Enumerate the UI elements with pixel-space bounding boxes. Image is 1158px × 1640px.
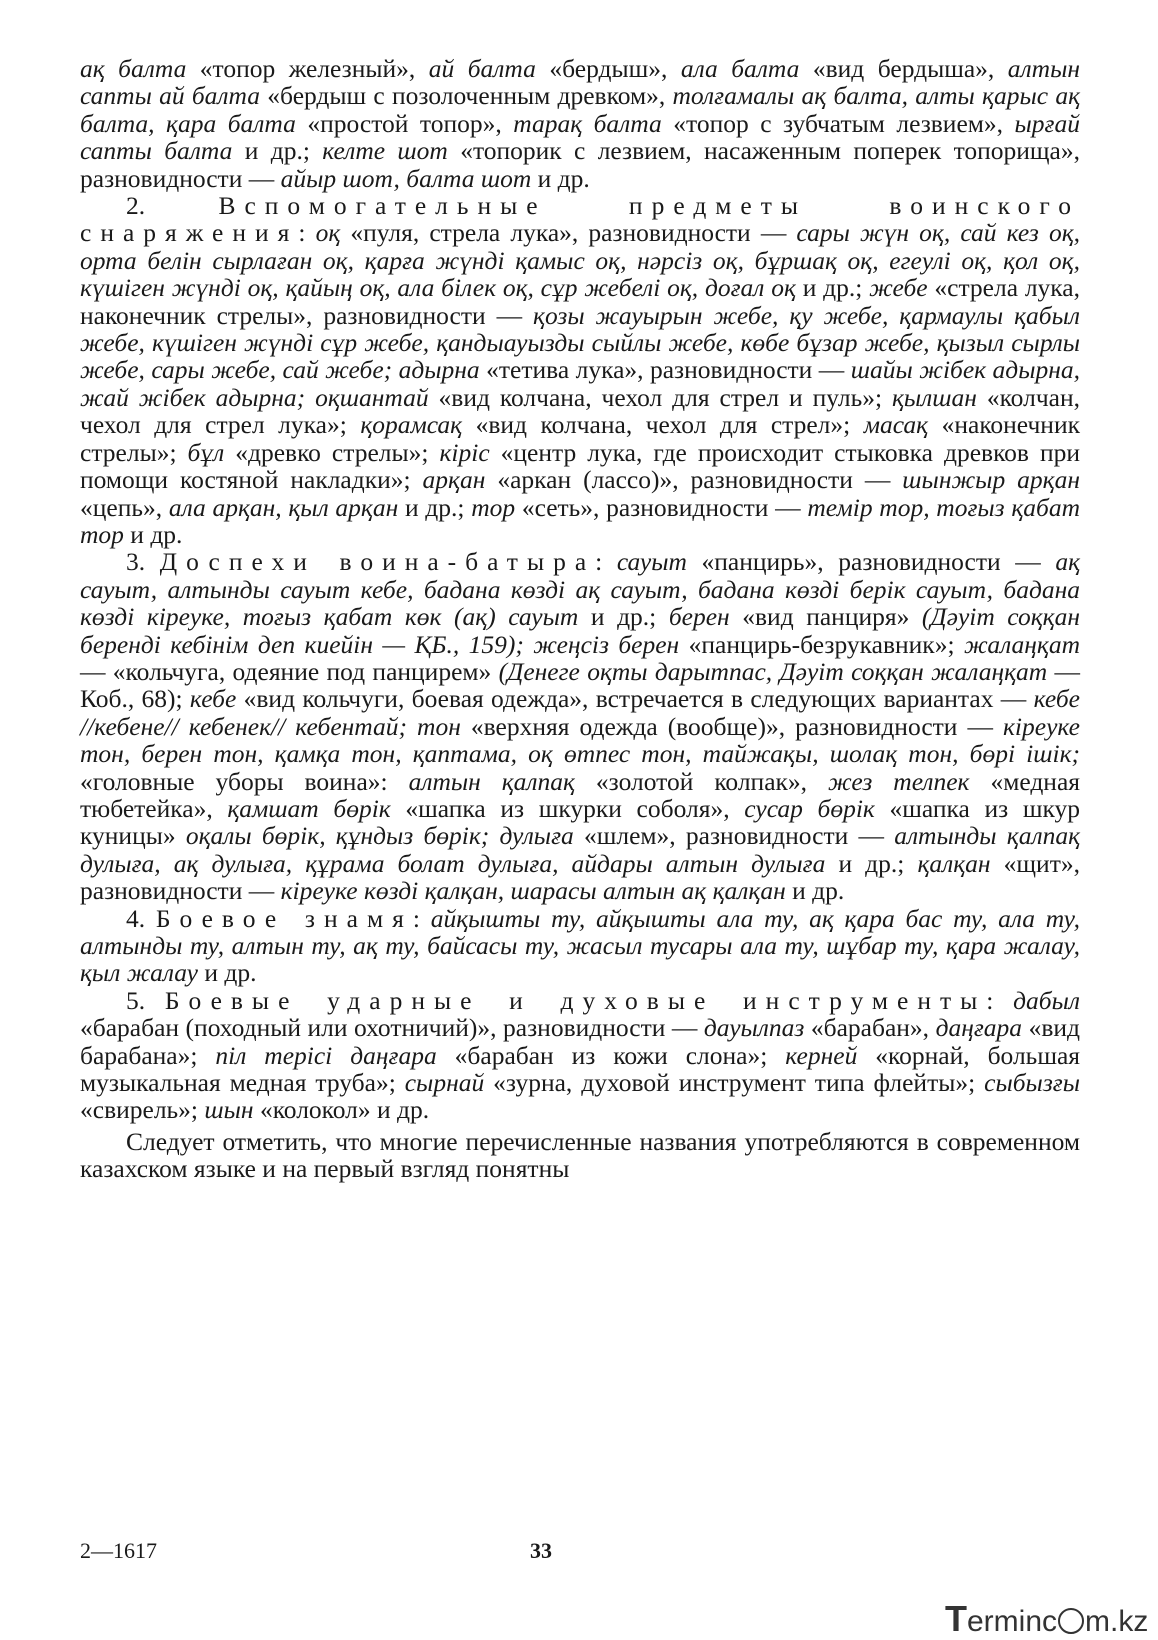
kazakh-term: айыр шот, балта шот (280, 163, 532, 193)
text-run: «вид бердыша», (799, 54, 1008, 83)
paragraph-4 (80, 905, 1080, 987)
kazakh-term: (Денеге оқты дарытпас, Дәуіт соққан жалаңқат (498, 656, 1048, 686)
text-run: «барабан (походный или охотничий)», разновидности — (80, 1013, 704, 1043)
text-run: «шапка из шкур куницы» (80, 793, 1080, 851)
text-run: 2. (126, 191, 219, 221)
kazakh-term: алтын сапты ай балта (80, 54, 1080, 111)
paragraph-3 (80, 548, 1080, 904)
text-run: «бердыш», (535, 54, 681, 83)
kazakh-term: ақ балта (80, 54, 187, 83)
text-run: «простой топор», (295, 108, 514, 138)
text-run: «медная тюбетейка», (80, 766, 1080, 823)
kazakh-term: кіріс (439, 437, 490, 467)
text-run: «стрела лука, наконечник стрелы», разновидности — (80, 273, 1080, 330)
text-run: — «кольчуга, одеяние под панцирем» (80, 656, 499, 686)
text-run: — Коб., 68); (80, 656, 1080, 714)
section-heading: Боевые ударные и духовые инструменты (164, 985, 987, 1015)
text-run: 4. (126, 903, 156, 933)
text-run: «зурна, духовой инструмент типа флейты»; (484, 1068, 985, 1098)
text-run: «шапка из шкурки соболя», (390, 793, 745, 823)
kazakh-term: жебе (869, 273, 928, 303)
kazakh-term: айқышты ту, айқышты ала ту, ақ қара бас ту, ала ту, алтынды ту, алтын ту, ақ ту, байсасы ту, жасыл тусары ала ту, шұбар ту, қара жалау, қыл жалау (80, 903, 1080, 988)
kazakh-term: келте шот (322, 136, 448, 166)
termincom-watermark (945, 1598, 1148, 1640)
kazakh-term: жез телпек (828, 766, 970, 796)
text-run: «барабан из кожи слона»; (436, 1040, 786, 1070)
text-run: «золотой колпак», (574, 766, 828, 796)
text-run: «верхняя одежда (вообще)», разновидности — (460, 711, 1003, 741)
text-run: и др. (198, 958, 257, 988)
kazakh-term: кебе (189, 684, 237, 714)
section-heading: Боевое знамя (155, 903, 413, 933)
kazakh-term: берен (668, 602, 730, 632)
text-run: и др. (123, 519, 183, 549)
text-run: «головные уборы воина»: (80, 766, 409, 796)
text-run: «вид панциря» (729, 602, 922, 632)
text-run: : (298, 218, 316, 248)
kazakh-term: қамшат бөрік (227, 793, 391, 823)
kazakh-term: толғамалы ақ балта, алты қарыс ақ балта, қара балта (80, 81, 1081, 138)
kazakh-term: кіреуке көзді қалқан, шарасы алтын ақ қалқан (280, 876, 786, 906)
paragraph-2 (80, 192, 1080, 548)
text-run: 3. (126, 547, 160, 577)
kazakh-term: сырнай (404, 1068, 485, 1098)
kazakh-term: жалаңқат (963, 629, 1080, 659)
text-run: : (986, 985, 1014, 1015)
section-heading: Вспомогательные предметы воинского снаряжения (80, 191, 1080, 248)
text-run: и др.; (232, 136, 323, 166)
kazakh-term: ақ сауыт, алтынды сауыт кебе, бадана көзді ақ сауыт, бадана көзді берік сауыт, бадана көзді кіреуке, тоғыз қабат көк (ақ) сауыт (80, 547, 1080, 632)
kazakh-term: ай балта (428, 54, 536, 83)
page-body (80, 55, 1080, 1183)
kazakh-term: сусар бөрік (744, 793, 875, 823)
kazakh-term: дауылпаз (703, 1013, 805, 1043)
kazakh-term: (Дәуіт соққан берендi кебінім деп киейін — ҚБ., 159); жеңсіз берен (80, 602, 1080, 659)
kazakh-term: шынжыр арқан (902, 465, 1080, 495)
printing-signature: 2—1617 (80, 1538, 157, 1563)
kazakh-term: ала балта (680, 54, 800, 83)
text-run: «щит», разновидности — (80, 848, 1080, 906)
kazakh-term: дабыл (1013, 985, 1080, 1015)
text-run: «древко стрелы»; (224, 437, 440, 467)
kazakh-term: қалқан (917, 848, 991, 878)
page-number: 33 (530, 1538, 552, 1563)
kazakh-term: кіреуке тон, берен тон, қамқа тон, қаптама, оқ өтпес тон, тайжақы, шолақ тон, бөрі ішік; (80, 711, 1080, 769)
kazakh-term: темір тор, тоғыз қабат тор (80, 492, 1080, 549)
kazakh-term: қылшан (891, 382, 977, 412)
text-run: «вид барабана»; (80, 1013, 1080, 1070)
text-run: «колокол» и др. (253, 1095, 430, 1125)
kazakh-term: сары жүн оқ, сай кез оқ, орта белін сырлаған оқ, қарға жүнді қамыс оқ, нәрсіз оқ, бұршақ оқ, егеулі оқ, қол оқ, күшіген жүнді оқ, қайың оқ, ала білек оқ, сұр жебелі оқ, доғал оқ (80, 218, 1080, 303)
text-run: «шлем», разновидности — (573, 821, 895, 851)
text-run: и др.; (398, 492, 472, 522)
kazakh-term: масақ (863, 410, 929, 440)
text-run: «наконечник стрелы»; (80, 410, 1080, 467)
text-run: «топорик с лезвием, насаженным поперек топорища», разновидности — (80, 136, 1080, 193)
text-run: и др.; (795, 273, 870, 303)
kazakh-term: алтынды қалпақ дулыға, ақ дулыға, құрама болат дулыға, айдары алтын дулыға (80, 821, 1081, 878)
kazakh-term: бұл (187, 437, 225, 467)
kazakh-term: оқ (315, 218, 341, 248)
text-run: «вид колчана, чехол для стрел и пуль»; (428, 382, 892, 412)
text-run: : (595, 547, 617, 577)
kazakh-term: сауыт (616, 547, 687, 577)
kazakh-term: тор (471, 492, 516, 522)
kazakh-term: ырғай сапты балта (80, 108, 1080, 166)
section-heading: Доспехи воина-батыра (159, 547, 596, 577)
text-run: «колчан, чехол для стрел лука»; (80, 382, 1080, 440)
paragraph-5 (80, 987, 1080, 1124)
text-run: «тетива лука», разновидности — (479, 355, 851, 385)
kazakh-term: қорамсақ (360, 410, 463, 440)
kazakh-term: шайы жібек адырна, жай жібек адырна; оқшантай (80, 355, 1080, 412)
kazakh-term: арқан (422, 465, 486, 495)
kazakh-term: шын (204, 1095, 254, 1125)
text-run: и др. (785, 876, 845, 906)
kazakh-term: керней (785, 1040, 858, 1070)
paragraph-1 (80, 55, 1080, 192)
kazakh-term: кебе //кебене// кебенек// кебентай; тон (80, 684, 1080, 741)
text-run: «сеть», разновидности — (515, 492, 808, 522)
kazakh-term: даңғара (935, 1013, 1023, 1043)
text-run: «панцирь-безрукавник»; (679, 629, 964, 659)
text-run: «аркан (лассо)», разновидности — (485, 465, 903, 495)
text-run: и др.; (578, 602, 669, 632)
kazakh-term: қозы жауырын жебе, қу жебе, қармаулы қабыл жебе, күшіген жүнді сұр жебе, қандыауызды сыйлы жебе, көбе бұзар жебе, қызыл сырлы жебе, сары жебе, сай жебе; адырна (80, 300, 1080, 385)
text-run: «вид колчана, чехол для стрел»; (462, 410, 864, 440)
watermark-circle-icon (1058, 1608, 1084, 1634)
kazakh-term: тарақ балта (513, 108, 662, 138)
text-run: «бердыш с позолоченным древком», (260, 81, 673, 111)
text-run: «пуля, стрела лука», разновидности — (340, 218, 797, 248)
watermark-middle: erminc (967, 1605, 1058, 1638)
text-run: «панцирь», разновидности — (686, 547, 1056, 577)
kazakh-term: ала арқан, қыл арқан (168, 492, 399, 522)
watermark-suffix: m.kz (1085, 1605, 1149, 1638)
text-run: «свирель»; (80, 1095, 205, 1125)
text-run: «вид кольчуги, боевая одежда», встречается в следующих вариантах — (236, 684, 1034, 714)
kazakh-term: алтын қалпақ (408, 766, 575, 796)
text-run: : (412, 903, 431, 933)
text-run: Следует отметить, что многие перечисленные названия употребляются в современном казахском языке и на первый взгляд понятны (80, 1126, 1080, 1184)
text-run: и др. (531, 163, 590, 193)
text-run: «барабан», (804, 1013, 936, 1043)
text-run: «топор железный», (186, 54, 429, 83)
kazakh-term: сыбызғы (984, 1068, 1080, 1098)
kazakh-term: піл терісі даңғара (215, 1040, 437, 1070)
paragraph-6 (80, 1128, 1080, 1183)
text-run: «топор с зубчатым лезвием», (661, 108, 1015, 138)
text-run: «корнай, большая музыкальная медная труба»; (80, 1040, 1080, 1098)
watermark-prefix: T (945, 1598, 967, 1639)
kazakh-term: оқалы бөрік, құндыз бөрік; дулыға (185, 821, 574, 851)
text-run: «цепь», (80, 492, 169, 522)
text-run: и др.; (825, 848, 918, 878)
text-run: «центр лука, где происходит стыковка древков при помощи костяной накладки»; (80, 437, 1080, 495)
text-run: 5. (126, 985, 165, 1015)
